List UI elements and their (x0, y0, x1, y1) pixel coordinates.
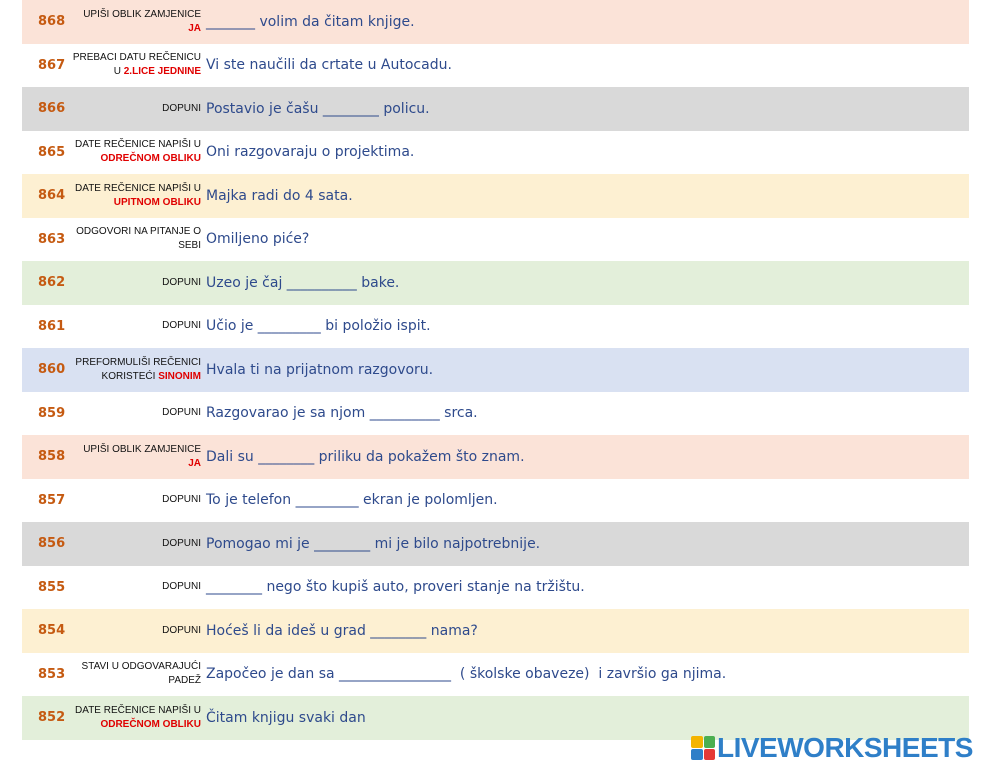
instruction-plain: U (113, 66, 124, 78)
exercise-sentence[interactable]: Vi ste naučili da crtate u Autocadu. (206, 57, 452, 74)
exercise-sentence[interactable]: Započeo je dan sa ________________ ( školske obaveze) i završio ga njima. (206, 666, 727, 683)
question-number: 859 (38, 405, 66, 421)
worksheet-row (22, 653, 969, 697)
exercise-sentence[interactable]: Oni razgovaraju o projektima. (206, 144, 415, 161)
exercise-sentence[interactable]: Omiljeno piće? (206, 231, 310, 248)
worksheet-row (22, 44, 969, 88)
worksheet-row (22, 305, 969, 349)
instruction (61, 522, 201, 566)
instruction-line-2 (100, 152, 201, 166)
exercise-sentence[interactable]: Uzeo je čaj __________ bake. (206, 274, 400, 291)
instruction-line-2 (168, 674, 201, 688)
exercise-sentence[interactable]: To je telefon _________ ekran je polomljen. (206, 492, 498, 509)
worksheet-row (22, 522, 969, 566)
instruction-line: PREFORMULIŠI REČENICI (75, 356, 201, 368)
instruction-line: DATE REČENICE NAPIŠI U (75, 139, 201, 151)
instruction (61, 609, 201, 653)
instruction-line: DOPUNI (162, 581, 201, 593)
instruction-line-2 (178, 239, 201, 253)
liveworksheets-logo-icon (691, 736, 715, 760)
instruction-line-2 (114, 65, 201, 79)
instruction (61, 566, 201, 610)
question-number: 857 (38, 492, 66, 508)
instruction-line: DOPUNI (162, 407, 201, 419)
question-number: 856 (38, 536, 66, 552)
instruction-highlight: UPITNOM OBLIKU (113, 196, 201, 208)
instruction (61, 87, 201, 131)
worksheet-row (22, 218, 969, 262)
worksheet-row (22, 131, 969, 175)
question-number: 860 (38, 362, 66, 378)
exercise-sentence[interactable]: Razgovarao je sa njom __________ srca. (206, 405, 478, 422)
worksheet-row (22, 174, 969, 218)
instruction-highlight: JA (188, 22, 201, 34)
logo-text: LIVEWORKSHEETS (717, 732, 973, 763)
worksheet-row (22, 348, 969, 392)
exercise-sentence[interactable]: Čitam knjigu svaki dan (206, 709, 366, 726)
instruction-line: DATE REČENICE NAPIŠI U (75, 182, 201, 194)
instruction-line: STAVI U ODGOVARAJUĆI (81, 661, 201, 673)
question-number: 867 (38, 57, 66, 73)
question-number: 863 (38, 231, 66, 247)
instruction (61, 696, 201, 740)
instruction-plain: SEBI (178, 240, 201, 252)
instruction-highlight: ODREČNOM OBLIKU (100, 153, 201, 165)
worksheet-row (22, 261, 969, 305)
instruction-highlight: JA (188, 457, 201, 469)
question-number: 865 (38, 144, 66, 160)
question-number: 852 (38, 710, 66, 726)
instruction (61, 392, 201, 436)
worksheet-row (22, 392, 969, 436)
instruction (61, 174, 201, 218)
instruction (61, 218, 201, 262)
instruction (61, 44, 201, 88)
question-number: 866 (38, 101, 66, 117)
question-number: 868 (38, 14, 66, 30)
exercise-sentence[interactable]: ________ nego što kupiš auto, proveri stanje na tržištu. (206, 579, 585, 596)
instruction (61, 653, 201, 697)
question-number: 854 (38, 623, 66, 639)
instruction-line: DOPUNI (162, 494, 201, 506)
instruction (61, 348, 201, 392)
instruction-highlight: SINONIM (158, 370, 201, 382)
instruction-line: DOPUNI (162, 276, 201, 288)
question-number: 861 (38, 318, 66, 334)
exercise-sentence[interactable]: Pomogao mi je ________ mi je bilo najpotrebnije. (206, 535, 541, 552)
instruction-line: UPIŠI OBLIK ZAMJENICE (83, 8, 201, 20)
instruction-line-2 (102, 370, 201, 384)
instruction-line: UPIŠI OBLIK ZAMJENICE (83, 443, 201, 455)
exercise-sentence[interactable]: Hoćeš li da ideš u grad ________ nama? (206, 622, 478, 639)
instruction (61, 131, 201, 175)
instruction-line: DOPUNI (162, 102, 201, 114)
instruction-line-2 (188, 457, 201, 471)
instruction (61, 435, 201, 479)
instruction-line: DATE REČENICE NAPIŠI U (75, 704, 201, 716)
instruction-plain: KORISTEĆI (101, 370, 159, 382)
question-number: 855 (38, 579, 66, 595)
worksheet-row (22, 479, 969, 523)
question-number: 864 (38, 188, 66, 204)
instruction (61, 0, 201, 44)
exercise-sentence[interactable]: Dali su ________ priliku da pokažem što znam. (206, 448, 525, 465)
instruction-highlight: 2.LICE JEDNINE (123, 66, 201, 78)
instruction (61, 261, 201, 305)
exercise-sentence[interactable]: Hvala ti na prijatnom razgovoru. (206, 361, 434, 378)
exercise-sentence[interactable]: Majka radi do 4 sata. (206, 187, 353, 204)
question-number: 858 (38, 449, 66, 465)
liveworksheets-logo[interactable] (691, 732, 973, 763)
instruction-line-2 (114, 196, 201, 210)
instruction-line: ODGOVORI NA PITANJE O (76, 226, 201, 238)
instruction-line: DOPUNI (162, 320, 201, 332)
worksheet-row (22, 87, 969, 131)
question-number: 862 (38, 275, 66, 291)
instruction-line: DOPUNI (162, 624, 201, 636)
exercise-sentence[interactable]: Učio je _________ bi položio ispit. (206, 318, 431, 335)
question-number: 853 (38, 666, 66, 682)
instruction-plain: PADEŽ (168, 675, 201, 687)
exercise-sentence[interactable]: Postavio je čašu ________ policu. (206, 100, 430, 117)
instruction-line-2 (100, 718, 201, 732)
instruction-line: PREBACI DATU REČENICU (72, 52, 201, 64)
worksheet-row (22, 609, 969, 653)
instruction-line-2 (188, 22, 201, 36)
worksheet-row (22, 435, 969, 479)
instruction (61, 479, 201, 523)
worksheet-row (22, 566, 969, 610)
worksheet-row (22, 0, 969, 44)
instruction (61, 305, 201, 349)
instruction-line: DOPUNI (162, 537, 201, 549)
exercise-sentence[interactable]: _______ volim da čitam knjige. (206, 13, 415, 30)
worksheet-table (22, 0, 969, 740)
instruction-highlight: ODREČNOM OBLIKU (100, 718, 201, 730)
